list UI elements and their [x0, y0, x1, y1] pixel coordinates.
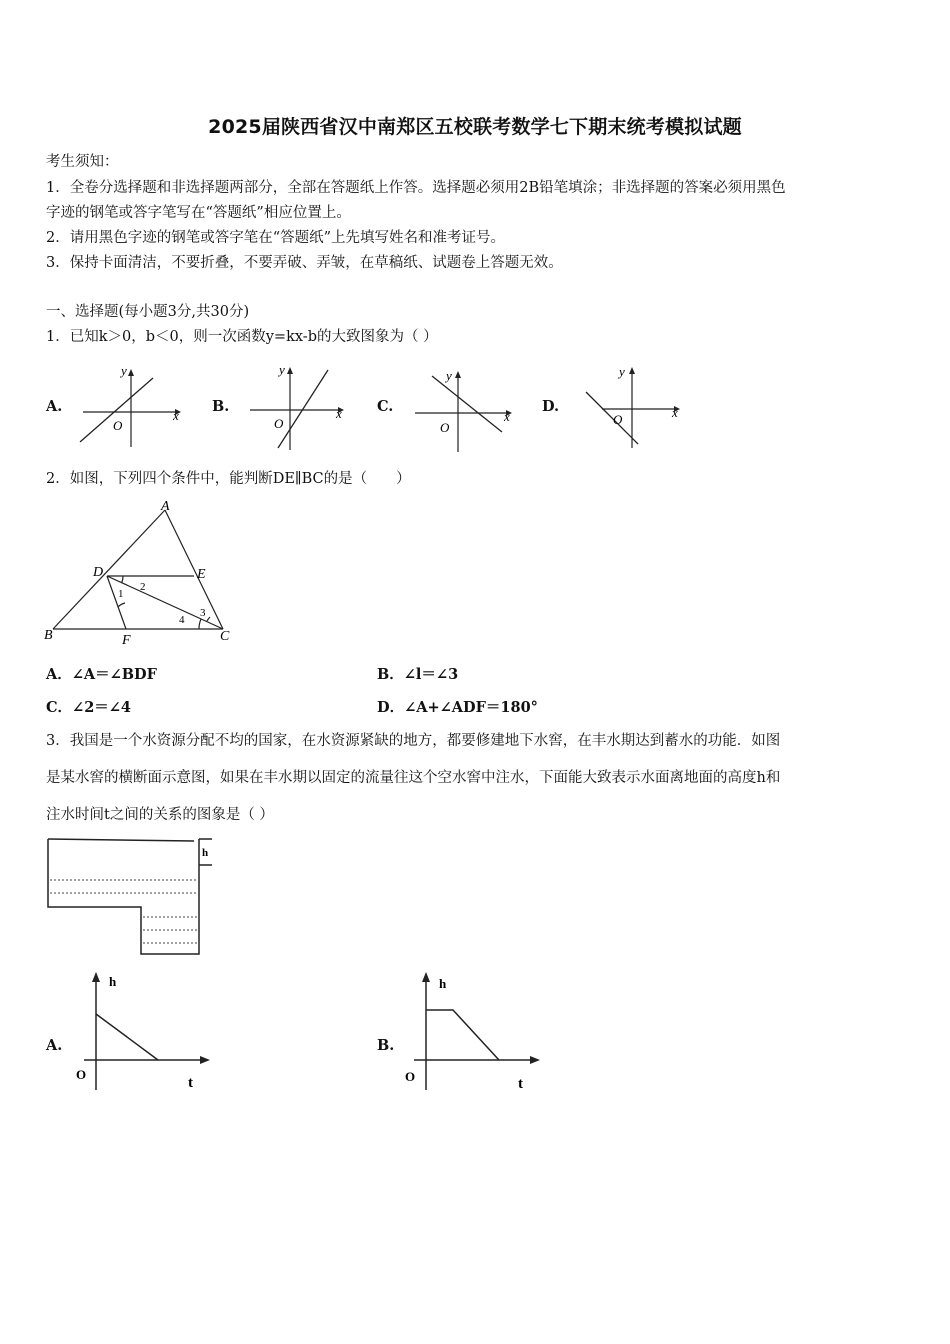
q1-graph-c [410, 366, 525, 456]
q2-option-b: B．∠l＝∠3 [377, 666, 459, 683]
point-e-label: E [197, 567, 206, 582]
point-f-label: F [122, 633, 131, 648]
origin-label: O [113, 418, 123, 433]
origin-label: O [440, 420, 450, 435]
q1-b-line [278, 370, 328, 448]
t-axis-label: t [188, 1075, 193, 1091]
x-axis-label: x [173, 408, 179, 423]
angle-3-label: 3 [200, 607, 206, 619]
y-axis-label: y [279, 362, 285, 377]
q1-option-c-label: C. [377, 398, 394, 415]
x-axis-label: x [672, 405, 678, 420]
q1-graph-a [75, 362, 190, 452]
y-axis-label: y [121, 363, 127, 378]
section-heading: 一、选择题(每小题3分,共30分) [46, 304, 250, 320]
angle-1-label: 1 [118, 588, 124, 600]
notice-item-3: 3．保持卡面清洁，不要折叠，不要弄破、弄皱，在草稿纸、试题卷上答题无效。 [46, 255, 563, 271]
notice-item-1b: 字迹的钢笔或答字笔写在“答题纸”相应位置上。 [46, 205, 351, 221]
q1-d-line [586, 392, 638, 444]
origin-label: O [76, 1067, 87, 1082]
notice-item-1a: 1．全卷分选择题和非选择题两部分，全部在答题纸上作答。选择题必须用2B铅笔填涂；非选择题的答案必须用黑色 [46, 180, 786, 196]
origin-label: O [274, 416, 284, 431]
point-c-label: C [220, 629, 230, 644]
q3-option-b-label: B. [377, 1037, 395, 1054]
point-d-label: D [93, 565, 104, 580]
question-3-stem-3: 注水时间t之间的关系的图象是（ ） [46, 807, 274, 823]
q3-cellar-diagram [44, 835, 224, 960]
angle-4-label: 4 [179, 614, 185, 626]
h-axis-label: h [439, 976, 447, 991]
q3-graph-a [70, 966, 220, 1096]
angle-2-label: 2 [140, 581, 146, 593]
q2-option-d: D．∠A+∠ADF＝180° [377, 699, 538, 716]
x-axis-label: x [336, 406, 342, 421]
q3-option-a-label: A. [46, 1037, 63, 1054]
q2-triangle-figure [40, 495, 250, 650]
notice-heading: 考生须知： [46, 154, 119, 170]
q1-graph-d [580, 362, 695, 452]
origin-label: O [613, 412, 623, 427]
q1-graph-b [242, 362, 357, 452]
y-axis-label: y [619, 364, 625, 379]
q1-option-a-label: A. [46, 398, 63, 415]
question-3-stem-1: 3．我国是一个水资源分配不均的国家，在水资源紧缺的地方，都要修建地下水窖，在丰水期达到蓄水的功能．如图 [46, 733, 781, 749]
page-title: 2025届陕西省汉中南郑区五校联考数学七下期末统考模拟试题 [208, 116, 742, 138]
question-3-stem-2: 是某水窖的横断面示意图，如果在丰水期以固定的流量往这个空水窖中注水，下面能大致表示水面离地面的高度h和 [46, 770, 781, 786]
q2-option-c: C．∠2＝∠4 [46, 699, 132, 716]
notice-item-2: 2．请用黑色字迹的钢笔或答字笔在“答题纸”上先填写姓名和准考证号。 [46, 230, 506, 246]
q1-option-d-label: D. [542, 398, 560, 415]
diagram-h-label: h [202, 847, 209, 859]
y-axis-label: y [446, 368, 452, 383]
question-1-stem: 1．已知k＞0，b＜0，则一次函数y=kx-b的大致图象为（ ） [46, 329, 438, 345]
q2-option-a: A．∠A＝∠BDF [46, 666, 157, 683]
t-axis-label: t [518, 1076, 523, 1092]
q1-option-b-label: B. [212, 398, 230, 415]
h-axis-label: h [109, 974, 117, 989]
x-axis-label: x [504, 409, 510, 424]
origin-label: O [405, 1069, 416, 1084]
point-a-label: A [161, 499, 170, 514]
q3-graph-b [400, 966, 550, 1096]
point-b-label: B [44, 628, 53, 643]
question-2-stem: 2．如图，下列四个条件中，能判断DE∥BC的是（ ） [46, 471, 411, 487]
